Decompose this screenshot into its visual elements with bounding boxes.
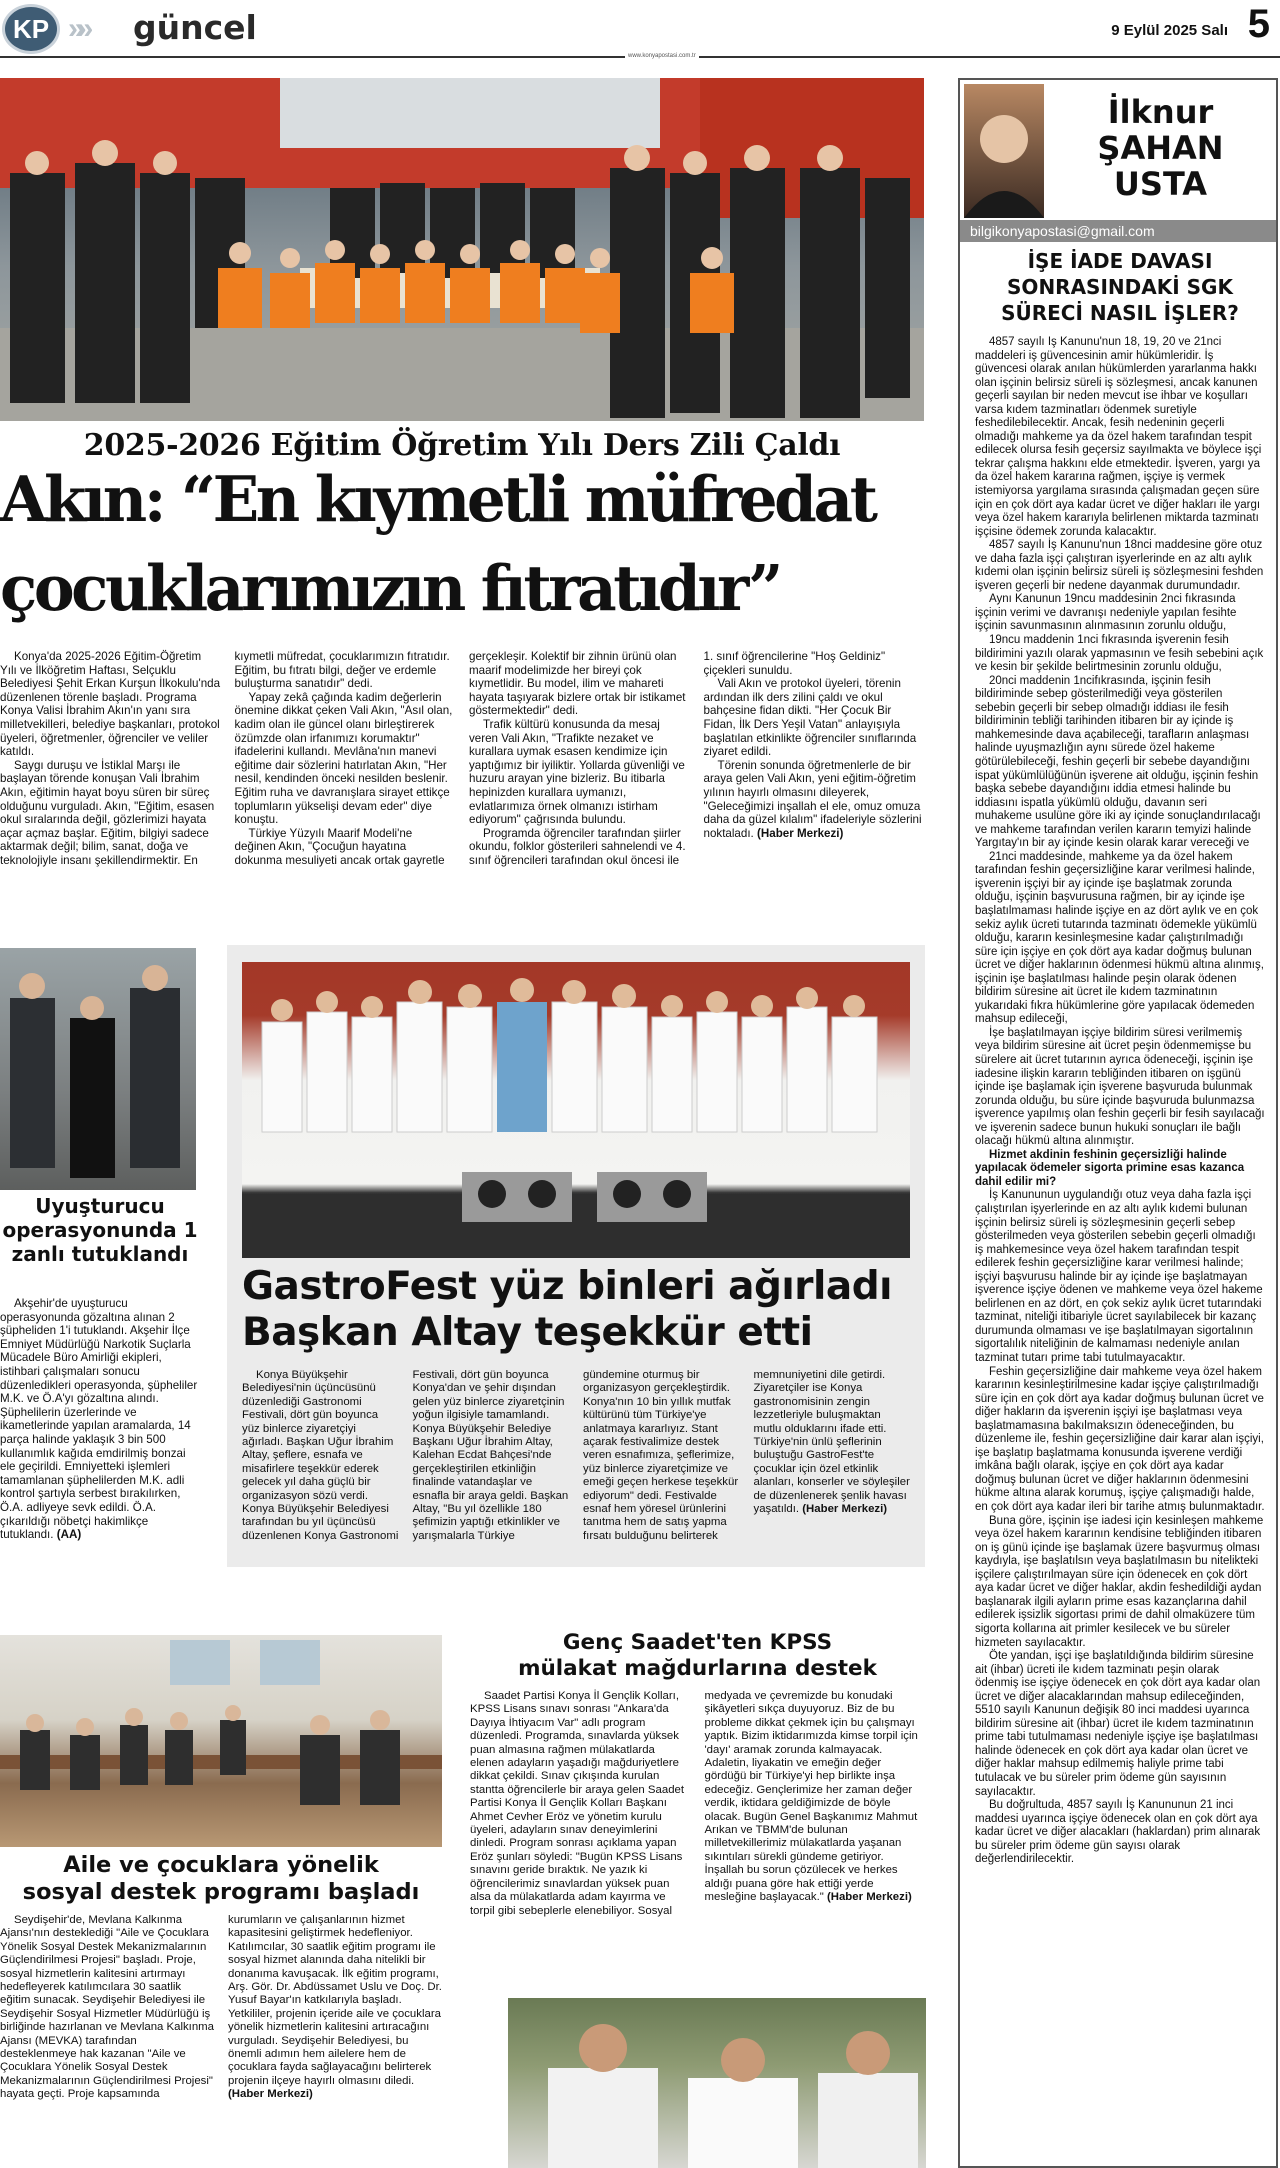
issue-date: 9 Eylül 2025 Salı [1111, 22, 1228, 39]
column-paragraph: Aynı Kanunun 19ncu maddesinin 2nci fıkrasında işçinin verimi ve davranışı nedeniyle yapılan fesihte işçinin savunmasının alınmasının zorunlu olduğu, [975, 593, 1237, 633]
chevron-icons: »» [68, 12, 86, 45]
lead-paragraph: Türkiye Yüzyılı Maarif Modeli'ne değinen Akın, "Çocuğun hayatına dokunma mesuliyeti ancak ortak gayretle gerçekleşir. Kolektif bir zihnin ürünü olan maarif modelimizde her bireyi çok kıymetlidir. Bu model, ilim ve mahareti hayata taşıyarak bizlere ortak bir istikamet göstermektedir" dedi. [234, 650, 686, 867]
youth-stand-photo-illustration [508, 1998, 926, 2168]
lead-article-body [0, 650, 924, 940]
column-paragraph: Öte yandan, işçi işe başlatıldığında bildirim süresine ait (ihbar) ücreti ile kıdem tazminatı peşin olarak ödenmiş ise işçiye ödenecek en çok dört aya kadar olan ücret ve diğer alacaklarından mahsup edileceğinden, 5510 sayılı Kanunun değişik 80 inci maddesi uyarınca bildirim süresine ait (ihbar) ücret ile kıdem tazminatının prime tabi tutulmaması nedeniyle işçiye işe başlatılması halinde ödenecek en çok dört aya kadar olan ücret ve diğer haklar mahsup edilmemiş haliyle prime tabi tutulacak ve bu süreler prim ödeme gün sayısının sayılacaktır. [975, 1650, 1261, 1798]
family-program-photo [0, 1635, 442, 1847]
lead-paragraph: Programda öğrenciler tarafından şiirler okundu, folklor gösterileri sahnelendi ve 4. sınıf öğrencileri tarafından okul öncesi ile 1. sınıf öğrencilerine "Hoş Geldiniz" çiçekleri sunuldu. [469, 650, 886, 867]
column-paragraph: 19ncu maddenin 1nci fıkrasında işverenin fesih bildirimini yazılı olarak yapmasının ve fesih sebebini açık ve kesin bir şekilde belirtmesinin zorunlu olduğu, [975, 634, 1264, 674]
family-paragraph [0, 1914, 442, 2102]
columnist-surname-2: USTA [1113, 165, 1208, 203]
lead-paragraph: Saygı duruşu ve İstiklal Marşı ile başlayan törende konuşan Vali İbrahim Akın, eğitimin hayat boyu süren bir süreç olduğunu vurguladı. Akın, "Eğitim, esasen okul sıralarında değil, gözlerimizi hayata açar açmaz başlar. Eğitim, bilgiyi sadece aktarmak değil; bilim, sanat, doğa ve teknolojiyle insanı şekillendirmektir. En kıymetli müfredat, çocuklarımızın fıtratıdır. Eğitim, bu fıtratı bilgi, değer ve erdemle buluşturma sanatıdır" dedi. [0, 650, 450, 867]
columnist-name [1048, 94, 1273, 202]
lead-photo [0, 78, 924, 421]
lead-headline-line1: Akın: “En kıymetli müfredat [0, 462, 875, 536]
drug-paragraph [0, 1297, 200, 1542]
gastrofest-text: Konya Büyükşehir Belediyesi'nin üçüncüsünü düzenlediği Gastronomi Festivali, dört gün boyunca yüz binlerce ziyaretçiyi ağırladı. Başkan Uğur İbrahim Altay, şeflere, esnafa ve misafirlere teşekkür ederek gelecek yıl daha güçlü bir organizasyon sözü verdi. Konya Büyükşehir Belediyesi tarafından bu yıl üçüncüsü düzenlenen Konya Gastronomi Festivali, dört gün boyunca Konya'dan ve şehir dışından gelen yüz binlerce ziyaretçinin yoğun ilgisiyle tamamlandı. Konya Büyükşehir Belediye Başkanı Uğur İbrahim Altay, Kalehan Ecdat Bahçesi'nde gerçekleştirilen etkinliğin finalinde vatandaşlar ve esnafla bir araya geldi. Başkan Altay, "Bu yıl özellikle 180 şefimizin yaptığı etkinlikler ve yarışmalarla Türkiye gündemine oturmuş bir organizasyon gerçekleştirdik. Konya'nın 10 bin yıllık mutfak kültürünü tüm Türkiye'ye anlatmaya kararlıyız. Stant açarak festivalimize destek veren esnafımıza, şeflerimize, yüz binlerce ziyaretçimize ve emeği geçen herkese teşekkür ediyorum" dedi. Festivalde esnaf hem yöresel ürünlerini tanıtma hem de satış yapma fırsatı bulduğunu belirterek memnuniyetini dile getirdi. Ziyaretçiler ise Konya gastronomisinin zengin lezzetleriyle buluşmaktan mutlu olduklarını ifade etti. Türkiye'nin ünlü şeflerinin buluştuğu GastroFest'te çocuklar için özel etkinlik alanları, konserler ve söyleşiler de düzenlenerek şenlik havası yaşatıldı. [242, 1369, 910, 1542]
section-title: güncel [133, 8, 257, 47]
columnist-email[interactable]: bilgikonyapostasi@gmail.com [960, 220, 1276, 242]
gastrofest-title-line1: GastroFest yüz binleri ağırladı [242, 1264, 892, 1309]
gastrofest-photo [242, 962, 910, 1258]
column-paragraph: Bu doğrultuda, 4857 sayılı İş Kanununun 21 inci maddesi uyarınca işçiye ödenecek olan en çok dört aya kadar ücret ve diğer alacakları (haklardan) prim alınarak bu süreler prim ödeme gün sayısı olarak değerlendirilecektir. [975, 1799, 1261, 1866]
gastrofest-source: (Haber Merkezi) [802, 1503, 888, 1516]
gastrofest-title [242, 1264, 912, 1356]
lead-paragraph: Trafik kültürü konusunda da mesaj veren Vali Akın, "Trafikte nezaket ve kurallara uymak esasen kendimize için yaptığımız bir iyiliktir. Yollarda güvenliği ve huzuru arayan yine bizleriz. Bu itibarla hepinizden kurallara uymanızı, evlatlarımıza örnek olmanızı istirham ediyorum" çağrısında bulundu. [469, 717, 685, 827]
gastrofest-title-line2: Başkan Altay teşekkür etti [242, 1310, 813, 1355]
drug-article-title: Uyuşturucu operasyonunda 1 zanlı tutuklandı [2, 1194, 198, 1266]
seminar-photo-illustration [0, 1635, 442, 1847]
drug-source: (AA) [56, 1528, 82, 1542]
newspaper-logo: KP [2, 4, 60, 54]
saadet-paragraph [470, 1690, 925, 1918]
saadet-title-line1: Genç Saadet'ten KPSS [562, 1630, 833, 1655]
column-paragraph: 4857 sayılı İş Kanunu'nun 18nci maddesine göre otuz ve daha fazla işçi çalıştıran işyerlerinde en az altı aylık kıdemi olan işçinin belirsiz süreli iş sözleşmesini feshden işveren geçerli bir nedene dayanmak durumundadır. [975, 539, 1264, 592]
site-url: www.konyapostasi.com.tr [625, 53, 699, 59]
family-text: Seydişehir'de, Mevlana Kalkınma Ajansı'nın desteklediği "Aile ve Çocuklara Yönelik Sosyal Destek Mekanizmalarının Güçlendirilmesi Projesi" başladı. Proje, sosyal hizmetlerin kalitesini artırmayı hedefleyerek katılımcılara 30 saatlik eğitim sunacak. Seydişehir Belediyesi ile Seydişehir Sosyal Hizmetler Müdürlüğü iş birliğinde hazırlanan ve Mevlana Kalkınma Ajansı (MEVKA) tarafından desteklenmeye hak kazanan "Aile ve Çocuklara Yönelik Sosyal Destek Mekanizmalarının Güçlendirilmesi Projesi" hayata geçti. Proje kapsamında kurumların ve çalışanlarının hizmet kapasitesini geliştirmek hedefleniyor. Katılımcılar, 30 saatlik eğitim programı ile sosyal hizmet alanında daha nitelikli bir donanıma kavuşacak. İlk eğitim programı, Arş. Gör. Dr. Abdüssamet Uslu ve Doç. Dr. Yusuf Bayar'ın katkılarıyla başladı. Yetkililer, projenin içeride aile ve çocuklara yönelik hizmetlerin kalitesini artıracağını vurguladı. Seydişehir Belediyesi, bu önemli adımın hem ailelere hem de çocuklara fayda sağlayacağını belirterek projenin ilçeye hayırlı olmasını diledi. [0, 1914, 442, 2101]
lead-headline-line2: çocuklarımızın fıtratıdır” [0, 551, 780, 625]
police-photo-illustration [0, 948, 196, 1190]
ceremony-photo-illustration [0, 78, 924, 421]
column-title: İŞE İADE DAVASI SONRASINDAKİ SGK SÜRECİ NASIL İŞLER? [1001, 249, 1239, 325]
gastrofest-paragraph [242, 1369, 910, 1543]
column-paragraph: Buna göre, işçinin işe iadesi için kesinleşen mahkeme veya özel hakem kararının kendisine tebliğinden itibaren on iş günü içinde işe başlamak üzere başvurmuş olması kaydıyla, işe başlatılsın veya başlatılmasın bu nitelikteki işçilere çalıştırılmayan süre için ödenecek en çok dört aya kadar ücret ve diğer haklar, akdin feshedildiği aydan başlanarak ilgili ayların prime esas kazançlarına dahil edilerek işsizlik sigortası primi de dahil olmaküzere tüm sigorta kollarına ait primler kesilecek ve bu süreler hizmeten sayılacaktır. [975, 1514, 1264, 1649]
columnist-surname-1: ŞAHAN [1097, 129, 1224, 167]
family-title-line2: sosyal destek programı başladı [22, 1879, 420, 1905]
column-paragraph: İş Kanununun uygulandığı otuz veya daha fazla işçi çalıştırılan işyerlerinde en az altı aylık kıdemi bulunan işçinin belirsiz süreli iş sözleşmesinin geçerli sebep gösterilmeden veya gösterilen sebebin geçerli olmadığı iş mahkemesince veya özel hakem tarafından tespit edilerek feshin geçersizliğine karar verilmesi halinde; işçiyi başvurusu halinde bir ay içinde işe başlatmayan işverence işçiye ödenen ve mahkeme veya özel hakeme belirlenen en az dört, en çok sekiz aylık ücret tutarındaki tazminat, niteliği itibariyle ücret sayılabilecek bir kazanç durumunda olmaması ve işe başlatılmayan sigortalının sigortalılık niteliğinin de kalmaması nedeniyle anılan tazminat tutarı prime tabi tutulmayacaktır. [975, 1189, 1263, 1365]
lead-paragraph: Yapay zekâ çağında kadim değerlerin önemine dikkat çeken Vali Akın, "Asıl olan, kadim olan ile güncel olanı birleştirerek özümzde olan irfanımızı korumaktır" ifadelerini kullandı. Mevlâna'nın manevi eğitime dair sözlerini hatırlatan Akın, "Her nesil, kendinden önceki nesilden beslenir. Eğitim ruha ve davranışlara sirayet ettikçe toplumların yükselişi devam eder" diye konuştu. [234, 690, 453, 827]
saadet-article-body [470, 1690, 925, 1990]
drug-article-body [0, 1297, 200, 1542]
saadet-photo [508, 1998, 926, 2168]
chefs-photo-illustration [242, 962, 910, 1258]
columnist-portrait-icon [964, 84, 1044, 218]
lead-paragraph: Vali Akın ve protokol üyeleri, törenin ardından ilk ders zilini çaldı ve okul bahçesine fidan dikti. "Her Çocuk Bir Fidan, İlk Ders Yeşil Vatan" anlayışıyla başlatılan etkinlikte öğrenciler sınıflarında ziyaret edildi. [703, 677, 917, 759]
family-article-title [0, 1852, 442, 1906]
column-paragraph: Hizmet akdinin feshinin geçersizliği halinde yapılacak ödemeler sigorta primine esas kazanca dahil edilir mi? [975, 1148, 1245, 1188]
gastrofest-body [242, 1369, 910, 1559]
column-paragraph: 4857 sayılı İş Kanunu'nun 18, 19, 20 ve 21nci maddeleri iş güvencesinin amir hükümleridir. İş güvencesi olarak anılan hükümlerden yararlanma hakkı olan işçinin belirsiz süreli iş sözleşmesi, ancak kanunen geçerli sayılan bir neden mevcut ise ihbar ve koşulları varsa kıdem tazminatları ödenmek suretiyle feshedilebilecektir. Ancak, fesih nedeninin geçerli olmadığı mahkeme ya da özel hakem tarafından tespit edilecek olursa fesih geçersiz sayılmakta ve böylece işçi tekrar çalışma hakkını elde etmektedir. İşveren, yargı ya da özel hakem kararına rağmen, işçiye iş vermek istemiyorsa yargılama sırasında çalışmadan geçen süre için en çok dört aya kadar ücret ve diğer hakları ile yargı veya özel hakem kararıyla belirlenen miktarda tazminatı işçisine ödemek zorunda kalacaktır. [975, 336, 1262, 538]
family-source: (Haber Merkezi) [228, 2088, 313, 2101]
family-title-line1: Aile ve çocuklara yönelik [63, 1852, 379, 1878]
columnist-first-name: İlknur [1107, 93, 1214, 131]
drug-operation-photo [0, 948, 196, 1190]
lead-source: (Haber Merkezi) [757, 826, 844, 840]
columnist-photo [964, 84, 1044, 218]
lead-paragraph [704, 759, 925, 841]
saadet-article-title [470, 1630, 925, 1682]
drug-text: Akşehir'de uyuşturucu operasyonunda gözaltına alınan 2 şüpheliden 1'i tutuklandı. Akşehir İlçe Emniyet Müdürlüğü Narkotik Suçlarla Mücadele Büro Amirliği ekipleri, istihbari çalışmaları sonucu düzenledikleri operasyonda, şüpheliler M.K. ve Ö.A'yı gözaltına alındı. Şüphelilerin üzerlerinde ve ikametlerinde yapılan aramalarda, 14 parça halinde yaklaşık 3 bin 500 kullanımlık kağıda emdirilmiş bonzai ele geçirildi. Emniyetteki işlemleri tamamlanan şüphelilerden M.K. adli kontrol şartıyla serbest bırakılırken, Ö.A. adliyeye sevk edildi. Ö.A. çıkarıldığı nöbetçi hakimlikçe tutuklandı. [0, 1297, 198, 1542]
lead-kicker: 2025-2026 Eğitim Öğretim Yılı Ders Zili Çaldı [83, 428, 841, 463]
saadet-title-line2: mülakat mağdurlarına destek [518, 1656, 877, 1681]
saadet-source: (Haber Merkezi) [826, 1891, 912, 1904]
lead-paragraph: Konya'da 2025-2026 Eğitim-Öğretim Yılı ve İlköğretim Haftası, Selçuklu Belediyesi Şehit Erkan Kurşun İlkokulu'nda düzenlenen törenle başladı. Programa Konya Valisi İbrahim Akın'ın yanı sıra milletvekilleri, belediye başkanları, protokol üyeleri, öğretmenler, öğrenciler ve veliler katıldı. [0, 650, 221, 759]
lead-last-text: Törenin sonunda öğretmenlerle de bir araya gelen Vali Akın, yeni eğitim-öğretim yılının hayırlı olmasını dileyerek, "Geleceğimizi inşallah el ele, omuz omuza daha da güzel kılalım" ifadeleriyle sözlerini noktaladı. [703, 758, 922, 840]
family-article-body [0, 1914, 442, 2164]
saadet-text: Saadet Partisi Konya İl Gençlik Kolları, KPSS Lisans sınavı sonrası "Ankara'da Dayıya İhtiyacım Var" adlı program düzenledi. Programda, sınavlarda yüksek puan almasına rağmen mülakatlarda elenen adayların yaşadığı mağduriyetlere dikkat çekildi. Sınav çıkışında kurulan stantta öğrencilerle bir araya gelen Saadet Partisi Konya İl Gençlik Kolları Başkanı Ahmet Cevher Eröz ve yönetim kurulu üyeleri, adayların sınav deneyimlerini dinledi. Program sonrası açıklama yapan Eröz şunları söyledi: "Bugün KPSS Lisans sınavını geride bıraktık. Ne yazık ki öğrencilerimiz sınavlardan yüksek puan alsa da mülakatlarda adam kayırma ve torpil gibi sebeplerle elenebiliyor. Sosyal medyada ve çevremizde bu konudaki şikâyetleri sıkça duyuyoruz. Biz de bu probleme dikkat çekmek için bu çalışmayı yaptık. Bizim iktidarımızda kimse torpil için 'dayı' aramak zorunda kalmayacak. Adaletin, liyakatin ve emeğin değer gördüğü bir Türkiye'yi hep birlikte inşa edeceğiz. Gençlerimize her zaman değer verdik, iktidara geldiğimizde de böyle olacak. Bugün Genel Başkanımız Mahmut Arıkan ve TBMM'de bulunan milletvekillerimiz mülakatlarda yaşanan sıkıntıları sürekli gündeme getiriyor. İnşallah bu sorun çözülecek ve herkes aldığı puana göre hak ettiği yerde mesleğine başlayacak." [470, 1690, 918, 1917]
column-paragraph: 21nci maddesinde, mahkeme ya da özel hakem tarafından feshin geçersizliğine karar verilmesi halinde, işverenin işçiyi bir ay içinde işe başlatmak zorunda olduğu, işçinin başvurusuna rağmen, bir ay içinde işe başlatılmaması halinde işçiye en az dört aylık ve en çok sekiz aylık ücreti tutarında tazminatı ödemekle yükümlü olduğu, kararın kesinleşmesine kadar çalıştırılmadığı süre için işçiye en çok dört aya kadar doğmuş bulunan ücret ve diğer haklarının ödenmesi hükmü altına alınmış, işçinin işe başlatılması halinde peşin olarak ödenen bildirim süresine ait ücret ile kıdem tazminatının yukarıdaki fıkra hükümlerine göre yapılacak ödemeden mahsup edileceği, [975, 850, 1264, 1026]
column-paragraph: 20nci maddenin 1ncifıkrasında, işçinin fesih bildiriminde sebep gösterilmediği veya gösterilen sebebin geçerli bir sebep olmadığı iddiası ile fesih bildiriminin tebliği tarihinden itibaren bir ay içinde iş mahkemesinde dava açabileceği, tarafların anlaşması halinde uyuşmazlığın aynı sürede özel hakeme götürülebileceği, feshin geçerli bir sebebe dayandığını ispat yükümlülüğünün işverene ait olduğu, işçinin feshin başka sebebe dayandığını iddia etmesi halinde bu iddiasını ispatla yükümlü olduğu, davanın seri muhakeme usulüne göre iki ay içinde sonuçlandırılacağı ve mahkeme tarafından verilen kararın temyizi halinde Yargıtay'ın bir ay içinde kesin olarak karar vereceği ve [975, 674, 1261, 850]
column-paragraph: İşe başlatılmayan işçiye bildirim süresi verilmemiş veya bildirim süresine ait ücret peşin ödenmemişse bu sürelere ait ücret tutarının ayrıca ödeneceği, işçinin işe iadesine ilişkin kararın tebliğinden itibaren on işgünü içinde işe başlamak için işverene başvuruda bulunmak zorunda olduğu, bu süre içinde başvuruda bulunmazsa işverence yapılmış olan feshin geçerli bir fesih sayılacağı ve işverenin sadece bunun hukuki sonuçları ile bağlı olacağı hükmü altına alınmıştır. [975, 1026, 1265, 1148]
column-body [975, 336, 1265, 2161]
column-paragraph: Feshin geçersizliğine dair mahkeme veya özel hakem kararının kesinleştirilmesine kadar işçiye çalıştırılmadığı süre için en çok dört aya kadar doğmuş bulunan ücret ve diğer hakların da işverenin işçiyi işe başlatması veya başlatmamasına bakılmaksızın ödeneceğinden, bu düzenleme ile, feshin geçersizliğine dair karar alan işçiyi, işe başlatıp başlatmama konusunda işverene verdiği imkâna bağlı olarak, işçiye en çok dört aya kadar doğmuş bulunan ücret ve diğer haklarının ödenmesini hükme altına alarak korumuş, işçiye çalışmadığı halde, en çok dört aya kadar ileri bir tarihe atmış bulunmaktadır. [975, 1365, 1265, 1514]
page-number: 5 [1247, 2, 1270, 46]
